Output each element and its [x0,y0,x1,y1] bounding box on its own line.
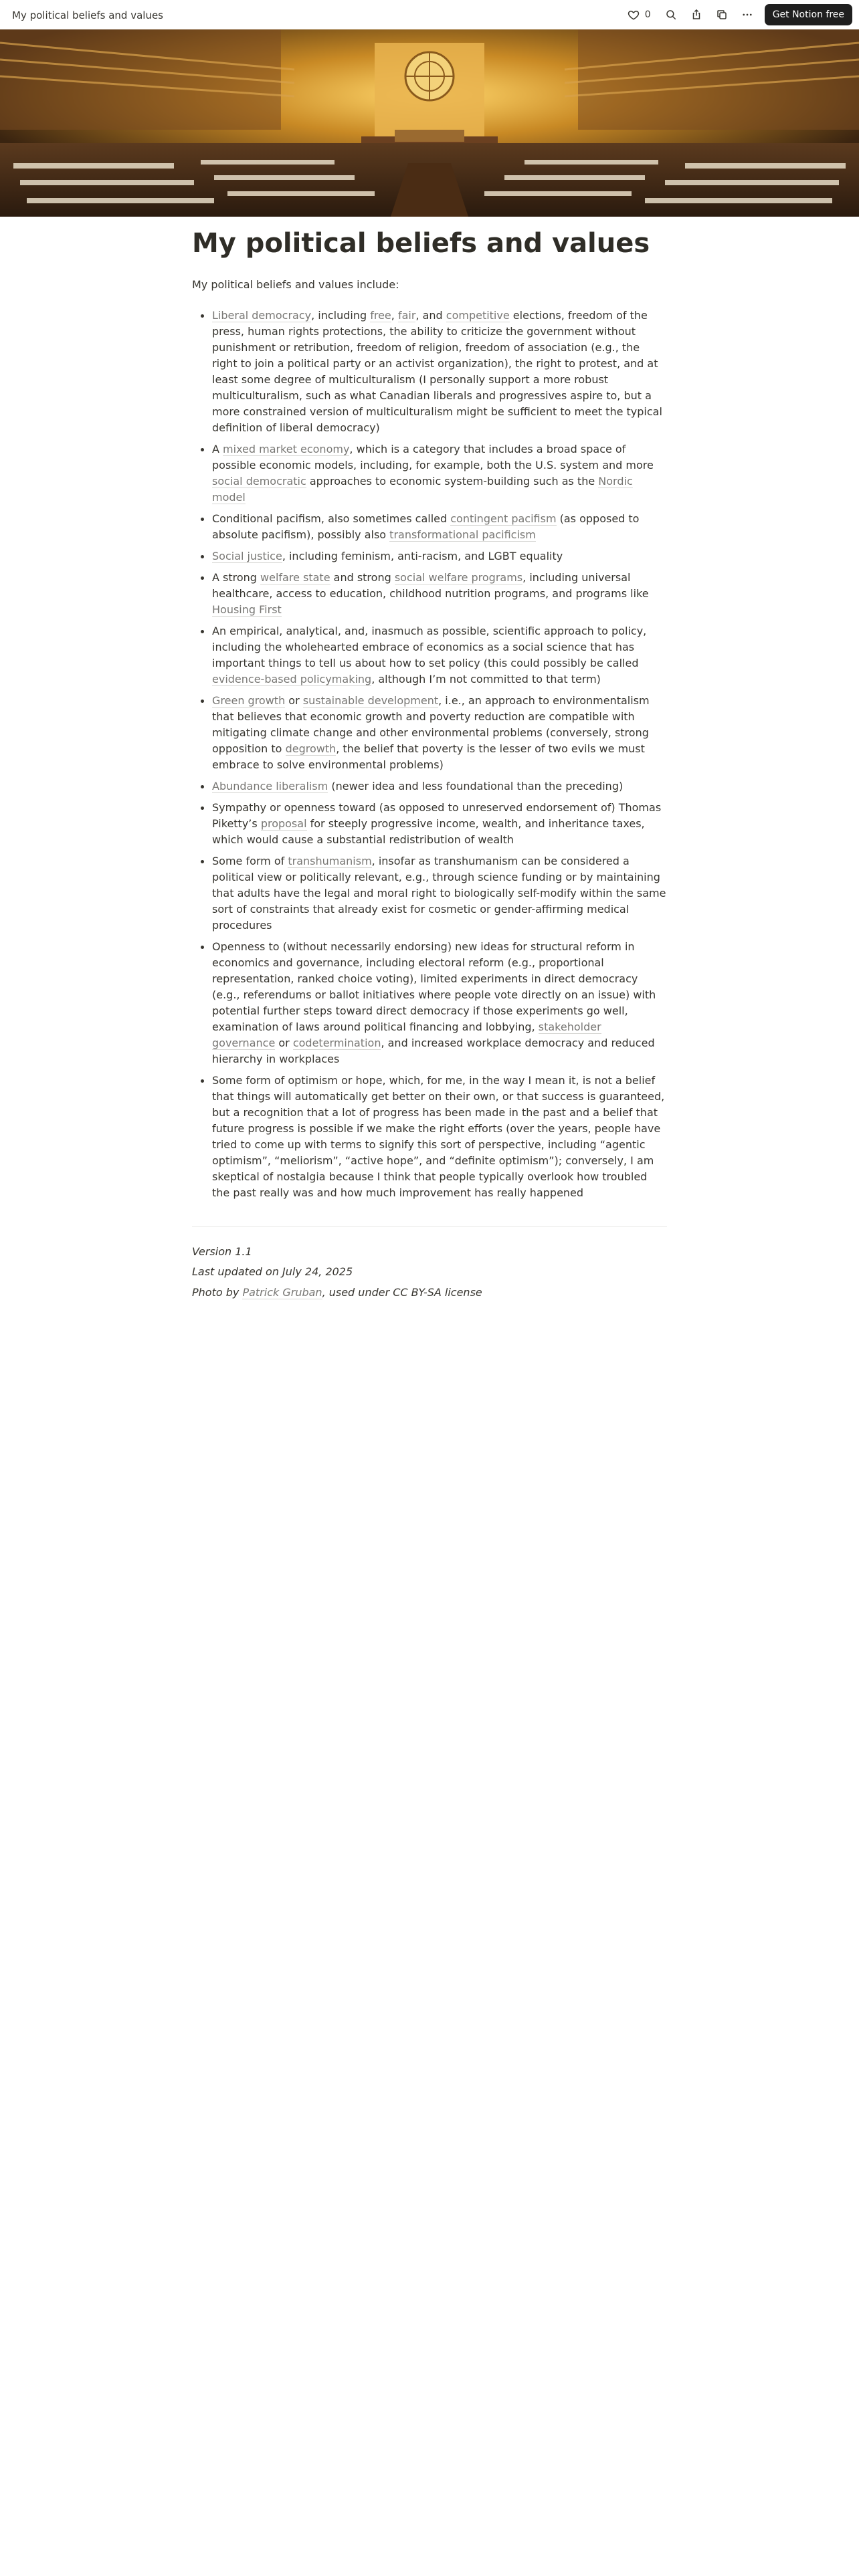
beliefs-list [192,306,667,1201]
inline-link[interactable]: evidence-based policymaking [212,673,372,685]
list-item-text: Openness to (without necessarily endorsing) new ideas for structural reform in economics and governance, including electoral reform (e.g., proportional representation, ranked choice voting), limited experiments in direct democracy (e.g., referendums or ballot initiatives where people vote directly on an issue) with potential further steps toward direct democracy if those experiments go well, examination of laws around political financing and lobbying, [212,940,656,1033]
inline-link[interactable]: Liberal democracy [212,309,312,322]
list-item [212,568,667,618]
inline-link[interactable]: degrowth [285,742,337,755]
get-notion-free-button[interactable]: Get Notion free [765,4,852,25]
inline-link[interactable]: stakeholder governance [212,1021,601,1049]
top-bar [0,0,859,29]
page-title: My political beliefs and values [192,228,650,259]
list-item-text: , and [415,309,446,322]
list-item [212,306,667,436]
list-item-text: (as opposed to absolute pacifism), possibly also [212,512,640,541]
list-item-text: for steeply progressive income, wealth, and inheritance taxes, which would cause a substantial redistribution of wealth [212,817,645,846]
page-content [192,227,667,1303]
photo-credit [192,1283,667,1303]
inline-link[interactable]: contingent pacifism [450,512,557,525]
inline-link[interactable]: Social justice [212,550,282,562]
inline-link[interactable]: Nordic model [212,475,633,504]
search-button[interactable] [660,4,682,25]
list-item-text: and strong [330,571,395,584]
list-item-text: , and increased workplace democracy and reduced hierarchy in workplaces [212,1037,655,1065]
topbar-actions [622,4,852,25]
share-button[interactable] [686,4,707,25]
list-item-text: , [391,309,398,322]
inline-link[interactable]: sustainable development [302,694,439,707]
list-item-text: An empirical, analytical, and, inasmuch as possible, scientific approach to policy, including the wholehearted embrace of economics as a social science that has important things to tell us about how to set policy (this could possibly be called [212,625,647,669]
last-updated-text: Last updated on July 24, 2025 [192,1265,353,1279]
inline-link[interactable]: competitive [446,309,510,322]
inline-link[interactable]: welfare state [260,571,330,584]
list-item-text: , including feminism, anti-racism, and LGBT equality [282,550,563,562]
list-item-text: A strong [212,571,261,584]
list-item-text: , including universal healthcare, access to education, childhood nutrition programs, and programs like [212,571,649,600]
list-item [212,798,667,848]
list-item-text: or [275,1037,293,1049]
inline-link[interactable]: codetermination [292,1037,381,1049]
inline-link[interactable]: mixed market economy [223,443,350,455]
list-item [212,1071,667,1201]
list-item-text: Some form of [212,855,288,867]
list-item [212,777,667,794]
divider [192,1226,667,1227]
more-horizontal-icon [741,9,753,21]
inline-link[interactable]: transhumanism [288,855,372,867]
search-icon [665,9,677,21]
inline-link[interactable]: free [370,309,391,322]
duplicate-icon [716,9,728,21]
inline-link[interactable]: Green growth [212,694,286,707]
inline-link[interactable]: proposal [260,817,307,830]
list-item-text: approaches to economic system-building such as the [306,475,599,488]
list-item-text: (newer idea and less foundational than the preceding) [328,780,624,792]
list-item [212,547,667,564]
list-item [212,691,667,773]
inline-link[interactable]: social welfare programs [394,571,523,584]
like-count: 0 [644,9,651,20]
list-item [212,938,667,1067]
list-item-text: elections, freedom of the press, human rights protections, the ability to criticize the government without punishment or retribution, freedom of religion, freedom of association (e.g., the right to join a political party or an activist organization), the right to protest, and at least some degree of multiculturalism (I personally support a more robust multiculturalism, such as what Canadian liberals and progressives aspire to, but a more constrained version of multiculturalism might be sufficient to meet the typical definition of liberal democracy) [212,309,662,434]
list-item-text: , the belief that poverty is the lesser of two evils we must embrace to solve environmental problems) [212,742,645,771]
heart-icon [628,9,640,21]
list-item-text: or [285,694,303,707]
intro-paragraph: My political beliefs and values include: [192,278,399,291]
breadcrumb-page-title[interactable]: My political beliefs and values [12,9,163,21]
inline-link[interactable]: fair [397,309,416,322]
photo-credit-prefix: Photo by [192,1285,243,1299]
list-item-text: Sympathy or openness toward (as opposed to unreserved endorsement of) Thomas Piketty’s [212,801,662,830]
inline-link[interactable]: social democratic [212,475,306,488]
list-item [212,510,667,543]
list-item-text: , although I’m not committed to that term) [371,673,601,685]
photo-author-link[interactable]: Patrick Gruban [242,1285,322,1299]
inline-link[interactable]: Housing First [212,603,282,616]
list-item-text: Conditional pacifism, also sometimes called [212,512,451,525]
list-item-text: Some form of optimism or hope, which, for me, in the way I mean it, is not a belief that things will automatically get better on their own, or that success is guaranteed, but a recognition that a lot of progress has been made in the past and a belief that future progress is possible if we make the right efforts (over the years, people have tried to come up with terms to signify this sort of perspective, including “agentic optimism”, “meliorism”, “active hope”, and “definite optimism”); conversely, I am skeptical of nostalgia because I think that people typically overlook how troubled the past really was and how much improvement has really happened [212,1074,665,1199]
list-item [212,622,667,687]
list-item-text: , which is a category that includes a broad space of possible economic models, including, for example, both the U.S. system and more [212,443,654,471]
list-item-text: , insofar as transhumanism can be considered a political view or politically relevant, e.g., through science funding or by maintaining that adults have the legal and moral right to biologically self-modify within the same sort of constraints that already exist for cosmetic or gender-affirming medical procedures [212,855,666,932]
cover-image-assembly-hall [0,29,859,217]
list-item [212,852,667,934]
photo-credit-suffix: , used under CC BY-SA license [322,1285,482,1299]
list-item-text: , i.e., an approach to environmentalism that believes that economic growth and poverty reduction are compatible with mitigating climate change and other environmental problems (conversely, strong opposition to [212,694,650,755]
version-text: Version 1.1 [192,1245,252,1258]
list-item-text: A [212,443,223,455]
inline-link[interactable]: Abundance liberalism [212,780,328,792]
inline-link[interactable]: transformational pacificism [389,528,536,541]
duplicate-button[interactable] [711,4,733,25]
list-item [212,440,667,506]
more-button[interactable] [737,4,758,25]
cover-image [0,29,859,217]
list-item-text: , including [311,309,371,322]
share-icon [690,9,702,21]
like-button[interactable] [622,4,656,25]
